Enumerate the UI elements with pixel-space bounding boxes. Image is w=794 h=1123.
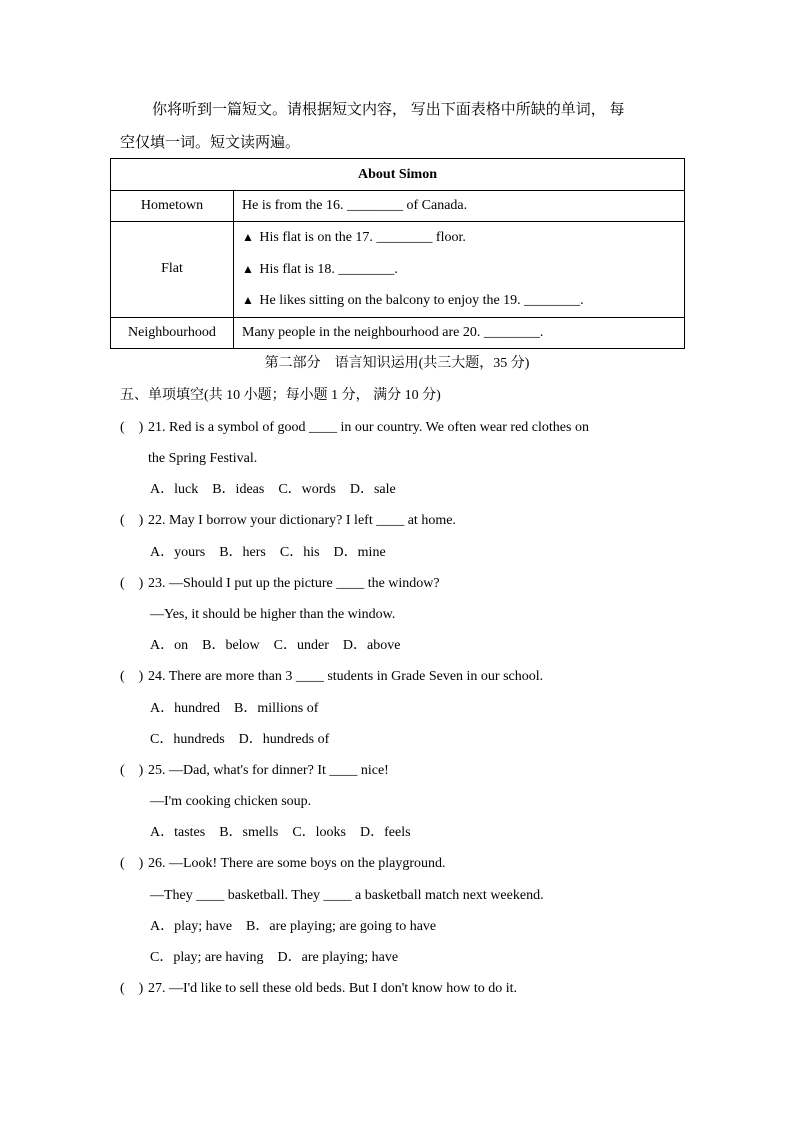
triangle-icon: ▲ bbox=[242, 230, 254, 244]
flat-item-text: His flat is on the 17. ________ floor. bbox=[259, 230, 466, 245]
question-23-reply: —Yes, it should be higher than the window. bbox=[150, 607, 396, 622]
flat-item-text: His flat is 18. ________. bbox=[259, 261, 398, 277]
table-row bbox=[111, 317, 685, 348]
question-24-options-2: C．hundreds D．hundreds of bbox=[150, 732, 330, 747]
table-title: About Simon bbox=[111, 159, 685, 191]
flat-item-text: He likes sitting on the balcony to enjoy the 19. ________. bbox=[259, 293, 584, 308]
question-22 bbox=[120, 511, 456, 531]
triangle-icon: ▲ bbox=[242, 261, 254, 276]
question-stem: 25. —Dad, what's for dinner? It ____ nice! bbox=[148, 763, 389, 778]
question-23 bbox=[120, 574, 440, 594]
question-26-options-2: C．play; are having D．are playing; have bbox=[150, 950, 399, 965]
question-26-options-1: A．play; have B．are playing; are going to have bbox=[150, 919, 437, 934]
question-stem: 24. There are more than 3 ____ students in Grade Seven in our school. bbox=[148, 669, 544, 684]
row-content-neighbourhood: Many people in the neighbourhood are 20. ________. bbox=[234, 317, 685, 348]
question-21-continued: the Spring Festival. bbox=[148, 451, 258, 466]
question-25-options: A．tastes B．smells C．looks D．feels bbox=[150, 825, 411, 840]
question-26 bbox=[120, 854, 446, 874]
question-stem: 21. Red is a symbol of good ____ in our country. We often wear red clothes on bbox=[148, 420, 589, 435]
question-26-reply: —They ____ basketball. They ____ a basketball match next weekend. bbox=[150, 888, 544, 903]
flat-item bbox=[242, 254, 676, 286]
row-content-flat bbox=[234, 222, 685, 318]
row-label-neighbourhood: Neighbourhood bbox=[111, 317, 234, 348]
question-stem: 26. —Look! There are some boys on the playground. bbox=[148, 856, 446, 871]
question-25 bbox=[120, 761, 389, 781]
row-content-hometown: He is from the 16. ________ of Canada. bbox=[234, 191, 685, 222]
question-stem: 27. —I'd like to sell these old beds. But I don't know how to do it. bbox=[148, 981, 518, 996]
flat-item bbox=[242, 285, 676, 317]
row-label-flat: Flat bbox=[111, 222, 234, 318]
question-21-options: A．luck B．ideas C．words D．sale bbox=[150, 482, 396, 497]
answer-bracket[interactable]: ( ) bbox=[120, 981, 144, 996]
question-stem: 22. May I borrow your dictionary? I left ____ at home. bbox=[148, 513, 456, 528]
question-27 bbox=[120, 979, 517, 999]
answer-bracket[interactable]: ( ) bbox=[120, 856, 144, 871]
question-stem: 23. —Should I put up the picture ____ the window? bbox=[148, 576, 440, 591]
question-22-options: A．yours B．hers C．his D．mine bbox=[150, 545, 386, 560]
answer-bracket[interactable]: ( ) bbox=[120, 763, 144, 778]
row-label-hometown: Hometown bbox=[111, 191, 234, 222]
question-25-reply: —I'm cooking chicken soup. bbox=[150, 794, 312, 809]
part-two-heading: 第二部分 语言知识运用(共三大题，35 分) bbox=[264, 356, 530, 371]
section-five-heading: 五、单项填空(共 10 小题；每小题 1 分， 满分 10 分) bbox=[120, 388, 441, 403]
question-23-options: A．on B．below C．under D．above bbox=[150, 638, 401, 653]
answer-bracket[interactable]: ( ) bbox=[120, 669, 144, 684]
question-24-options-1: A．hundred B．millions of bbox=[150, 701, 319, 716]
table-row bbox=[111, 191, 685, 222]
flat-item bbox=[242, 222, 676, 254]
intro-line-2: 空仅填一词。短文读两遍。 bbox=[120, 135, 301, 151]
answer-bracket[interactable]: ( ) bbox=[120, 420, 144, 435]
about-simon-table bbox=[110, 158, 685, 349]
intro-line-1: 你将听到一篇短文。请根据短文内容， 写出下面表格中所缺的单词， 每 bbox=[152, 102, 625, 118]
answer-bracket[interactable]: ( ) bbox=[120, 513, 144, 528]
question-21 bbox=[120, 418, 589, 438]
answer-bracket[interactable]: ( ) bbox=[120, 576, 144, 591]
triangle-icon: ▲ bbox=[242, 293, 254, 307]
table-row bbox=[111, 222, 685, 318]
question-24 bbox=[120, 667, 543, 687]
